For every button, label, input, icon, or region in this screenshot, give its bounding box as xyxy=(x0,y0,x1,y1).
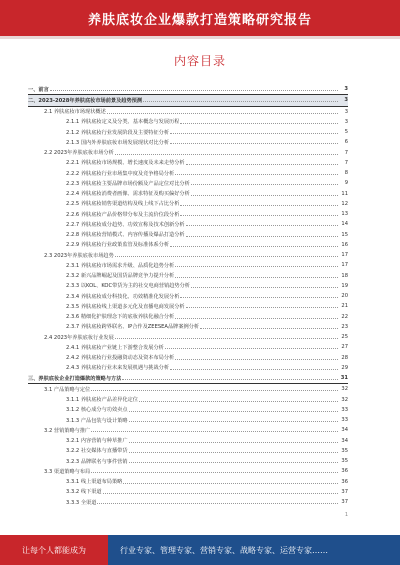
toc-entry-page: 5 xyxy=(344,129,348,136)
toc-entry-label: 3.2.1 内容营销与种草推广 xyxy=(66,438,128,445)
toc-entry[interactable] xyxy=(28,95,348,106)
toc-entry-label: 3.3.3 全渠道 xyxy=(66,499,97,506)
toc-entry-label: 2.2.5 养肤底妆销售渠道结构及线上线下占比分析 xyxy=(66,201,180,208)
toc-entry[interactable] xyxy=(28,456,348,466)
toc-entry-label: 3.3.2 线下渠道 xyxy=(66,489,102,496)
toc-entry[interactable] xyxy=(28,425,348,435)
toc-entry-label: 2.3.1 养肤底妆市场需求升级、品质化趋势分析 xyxy=(66,262,175,269)
toc-entry[interactable] xyxy=(28,209,348,219)
page-number: 1 xyxy=(344,512,348,518)
toc-entry[interactable] xyxy=(28,158,348,168)
toc-entry-page: 7 xyxy=(344,159,348,166)
toc-leader-dots xyxy=(180,120,338,124)
toc-leader-dots xyxy=(91,428,338,432)
toc-leader-dots xyxy=(122,376,338,380)
toc-entry-label: 2.3.7 养肤底妆跨界联名、IP合作及ZEESEA品牌案例分析 xyxy=(66,324,200,331)
toc-entry-page: 13 xyxy=(341,211,348,218)
toc-entry[interactable] xyxy=(28,466,348,476)
toc-leader-dots xyxy=(50,87,338,91)
toc-entry[interactable] xyxy=(28,446,348,456)
toc-leader-dots xyxy=(170,140,338,144)
toc-entry-label: 2.1.3 国内外养肤底妆市场发展现状对比分析 xyxy=(66,139,170,146)
toc-leader-dots xyxy=(186,222,338,226)
toc-entry[interactable] xyxy=(28,312,348,322)
report-title: 养肤底妆企业爆款打造策略研究报告 xyxy=(87,12,312,28)
toc-leader-dots xyxy=(200,325,338,329)
toc-entry-label: 2.4.2 养肤底妆行业投融资动态及资本布局分析 xyxy=(66,355,175,362)
toc-entry-page: 28 xyxy=(341,354,348,361)
toc-leader-dots xyxy=(170,243,338,247)
toc-leader-dots xyxy=(91,387,338,391)
toc-entry-page: 35 xyxy=(341,458,348,465)
toc-title: 内容目录 xyxy=(173,54,226,68)
toc-entry[interactable] xyxy=(28,107,348,117)
toc-entry-page: 33 xyxy=(341,406,348,413)
toc-entry-label: 2.3.5 养肤底妆线上渠道多元化及直播电商发展分析 xyxy=(66,303,185,310)
toc-entry[interactable] xyxy=(28,219,348,229)
toc-leader-dots xyxy=(129,418,338,422)
toc-entry-label: 2.2.8 养肤底妆营销模式、内容传播及爆品打造分析 xyxy=(66,232,185,239)
toc-entry-page: 23 xyxy=(341,323,348,330)
toc-leader-dots xyxy=(115,151,338,155)
toc-leader-dots xyxy=(91,469,338,473)
toc-leader-dots xyxy=(129,449,338,453)
toc-entry[interactable] xyxy=(28,250,348,260)
toc-entry-label: 2.3.2 新兴品牌崛起及国货品牌竞争力提升分析 xyxy=(66,273,175,280)
toc-entry-page: 9 xyxy=(344,180,348,187)
toc-entry[interactable] xyxy=(28,281,348,291)
toc-entry[interactable] xyxy=(28,127,348,137)
toc-entry-page: 37 xyxy=(341,499,348,506)
toc-entry[interactable] xyxy=(28,230,348,240)
toc-entry[interactable] xyxy=(28,240,348,250)
toc-leader-dots xyxy=(103,490,338,494)
toc-entry-label: 一、前言 xyxy=(28,86,49,93)
toc-leader-dots xyxy=(191,284,338,288)
toc-entry-page: 17 xyxy=(341,252,348,259)
toc-entry-page: 15 xyxy=(341,231,348,238)
toc-entry-label: 2.4.1 养肤底妆产业链上下游整合发展分析 xyxy=(66,344,164,351)
toc-entry[interactable] xyxy=(28,373,348,384)
toc-entry-label: 2.2.4 养肤底妆消费者画像、需求特征及购买偏好分析 xyxy=(66,191,190,198)
toc-leader-dots xyxy=(175,315,338,319)
toc-entry-page: 36 xyxy=(341,478,348,485)
toc-entry[interactable] xyxy=(28,363,348,373)
toc-entry-label: 3.2 营销策略与推广 xyxy=(44,427,91,434)
toc-entry-page: 29 xyxy=(341,364,348,371)
toc-leader-dots xyxy=(175,356,338,360)
toc-entry-page: 32 xyxy=(341,386,348,393)
toc-entry-label: 3.3.1 线上渠道布局策略 xyxy=(66,479,123,486)
toc-entry-page: 14 xyxy=(341,221,348,228)
toc-leader-dots xyxy=(191,181,338,185)
toc-leader-dots xyxy=(180,294,338,298)
toc-entry-page: 18 xyxy=(341,272,348,279)
toc-entry-page: 3 xyxy=(344,86,348,93)
toc-entry-label: 2.3.4 养肤底妆成分科技化、功效精准化发展分析 xyxy=(66,293,180,300)
toc-leader-dots xyxy=(170,366,338,370)
toc-entry[interactable] xyxy=(28,436,348,446)
toc-leader-dots xyxy=(165,345,338,349)
toc-entry[interactable] xyxy=(28,342,348,352)
toc-entry-page: 8 xyxy=(344,170,348,177)
toc-entry-page: 7 xyxy=(344,149,348,156)
toc-entry-page: 36 xyxy=(341,468,348,475)
toc-leader-dots xyxy=(129,439,338,443)
toc-entry-page: 3 xyxy=(344,118,348,125)
toc-leader-dots xyxy=(175,274,338,278)
toc-entry-page: 16 xyxy=(341,241,348,248)
footer-banner xyxy=(0,535,400,565)
toc-entry[interactable] xyxy=(28,84,348,95)
toc-entry-label: 三、养肤底妆企业打造爆款的策略与方法 xyxy=(28,375,122,382)
toc-entry-label: 3.2.3 品牌联名与事件营销 xyxy=(66,458,128,465)
toc-entry[interactable] xyxy=(28,487,348,497)
toc-entry[interactable] xyxy=(28,497,348,507)
toc-entry[interactable] xyxy=(28,477,348,487)
toc-entry[interactable] xyxy=(28,117,348,127)
toc-entry-page: 12 xyxy=(341,200,348,207)
header-divider xyxy=(0,36,400,39)
toc-entry[interactable] xyxy=(28,168,348,178)
toc-entry[interactable] xyxy=(28,199,348,209)
toc-entry[interactable] xyxy=(28,178,348,188)
toc-entry-label: 3.1 产品策略与定位 xyxy=(44,386,91,393)
toc-entry-page: 34 xyxy=(341,427,348,434)
toc-entry-page: 37 xyxy=(341,488,348,495)
toc-entry-page: 3 xyxy=(344,97,348,104)
toc-entry[interactable] xyxy=(28,301,348,311)
toc-entry[interactable] xyxy=(28,353,348,363)
toc-entry[interactable] xyxy=(28,384,348,394)
toc-leader-dots xyxy=(180,202,338,206)
toc-entry[interactable] xyxy=(28,395,348,405)
footer-slogan-right: 行业专家、管理专家、营销专家、战略专家、运营专家…… xyxy=(108,535,400,565)
toc-entry-page: 22 xyxy=(341,313,348,320)
toc-leader-dots xyxy=(186,233,338,237)
toc-entry-page: 3 xyxy=(344,108,348,115)
toc-entry[interactable] xyxy=(28,148,348,158)
toc-entry-page: 27 xyxy=(341,344,348,351)
toc-entry[interactable] xyxy=(28,415,348,425)
toc-leader-dots xyxy=(180,212,338,216)
report-header xyxy=(0,0,400,36)
toc-entry-label: 2.2.2 养肤底妆行业市场集中度及竞争格局分析 xyxy=(66,170,175,177)
table-of-contents xyxy=(28,84,348,507)
toc-entry-label: 3.1.1 养肤底妆产品差异化定位 xyxy=(66,397,138,404)
toc-entry[interactable] xyxy=(28,189,348,199)
footer-slogan-left: 让每个人都能成为 xyxy=(0,535,108,565)
toc-leader-dots xyxy=(107,110,338,114)
toc-entry-page: 34 xyxy=(341,437,348,444)
toc-entry-label: 2.3.3 以KOL、KOC带货为主的社交电商营销趋势分析 xyxy=(66,283,190,290)
toc-entry-label: 2.2.9 养肤底妆行业政策监管及标准体系分析 xyxy=(66,242,170,249)
toc-entry-page: 25 xyxy=(341,334,348,341)
toc-entry[interactable] xyxy=(28,271,348,281)
toc-entry-label: 2.4 2023年养肤底妆行业发展 xyxy=(44,334,114,341)
toc-leader-dots xyxy=(191,192,338,196)
toc-entry-label: 2.1.2 养肤底妆行业发展阶段及主要特征分析 xyxy=(66,129,170,136)
toc-entry-page: 20 xyxy=(341,293,348,300)
toc-leader-dots xyxy=(139,398,338,402)
toc-entry-label: 2.2.1 养肤底妆市场规模、增长速度及未来走势分析 xyxy=(66,160,185,167)
toc-entry-label: 二、2023-2028年养肤底妆市场前景及趋势预测 xyxy=(28,97,143,104)
toc-entry-label: 2.1.1 养肤底妆定义及分类、基本概念与发展历程 xyxy=(66,119,180,126)
toc-entry[interactable] xyxy=(28,291,348,301)
toc-entry-label: 2.2.6 养肤底妆产品价格带分布及主流价位段分析 xyxy=(66,211,180,218)
toc-leader-dots xyxy=(123,480,338,484)
toc-entry-page: 17 xyxy=(341,262,348,269)
toc-leader-dots xyxy=(143,98,338,102)
toc-entry-label: 2.1 养肤底妆市场现状概述 xyxy=(44,109,106,116)
toc-leader-dots xyxy=(115,335,338,339)
toc-entry[interactable] xyxy=(28,322,348,332)
toc-entry-label: 2.2.3 养肤底妆主要品牌市场份额及产品定位对比分析 xyxy=(66,180,190,187)
toc-entry-label: 2.2 2023年养肤底妆市场分析 xyxy=(44,150,114,157)
toc-entry[interactable] xyxy=(28,405,348,415)
toc-entry[interactable] xyxy=(28,137,348,147)
toc-leader-dots xyxy=(115,253,338,257)
toc-leader-dots xyxy=(175,263,338,267)
toc-entry-label: 3.1.2 核心成分与功效卖点 xyxy=(66,407,128,414)
toc-entry-label: 3.1.3 产品包装与设计策略 xyxy=(66,417,128,424)
toc-entry-label: 3.3 渠道策略与布局 xyxy=(44,468,91,475)
toc-entry-page: 19 xyxy=(341,282,348,289)
toc-entry-label: 2.3.6 精细化护肤理念下的底妆养肤化融合分析 xyxy=(66,314,175,321)
toc-leader-dots xyxy=(97,500,338,504)
toc-leader-dots xyxy=(129,408,338,412)
toc-entry-label: 2.4.3 养肤底妆行业未来发展机遇与挑战分析 xyxy=(66,365,170,372)
toc-entry-page: 21 xyxy=(341,303,348,310)
toc-entry-label: 2.3 2023年养肤底妆市场趋势 xyxy=(44,252,114,259)
toc-entry[interactable] xyxy=(28,332,348,342)
toc-entry-page: 11 xyxy=(341,190,348,197)
toc-entry-label: 3.2.2 社交媒体与直播带货 xyxy=(66,448,128,455)
toc-leader-dots xyxy=(186,304,338,308)
toc-entry-page: 32 xyxy=(341,396,348,403)
toc-leader-dots xyxy=(186,161,338,165)
toc-leader-dots xyxy=(175,171,338,175)
toc-entry-label: 2.2.7 养肤底妆成分趋势、功效宣称及技术创新分析 xyxy=(66,221,185,228)
toc-entry-page: 31 xyxy=(340,375,348,382)
toc-entry-page: 6 xyxy=(344,139,348,146)
toc-leader-dots xyxy=(129,459,338,463)
toc-entry-page: 33 xyxy=(341,417,348,424)
toc-leader-dots xyxy=(170,130,338,134)
toc-entry[interactable] xyxy=(28,260,348,270)
toc-entry-page: 35 xyxy=(341,447,348,454)
